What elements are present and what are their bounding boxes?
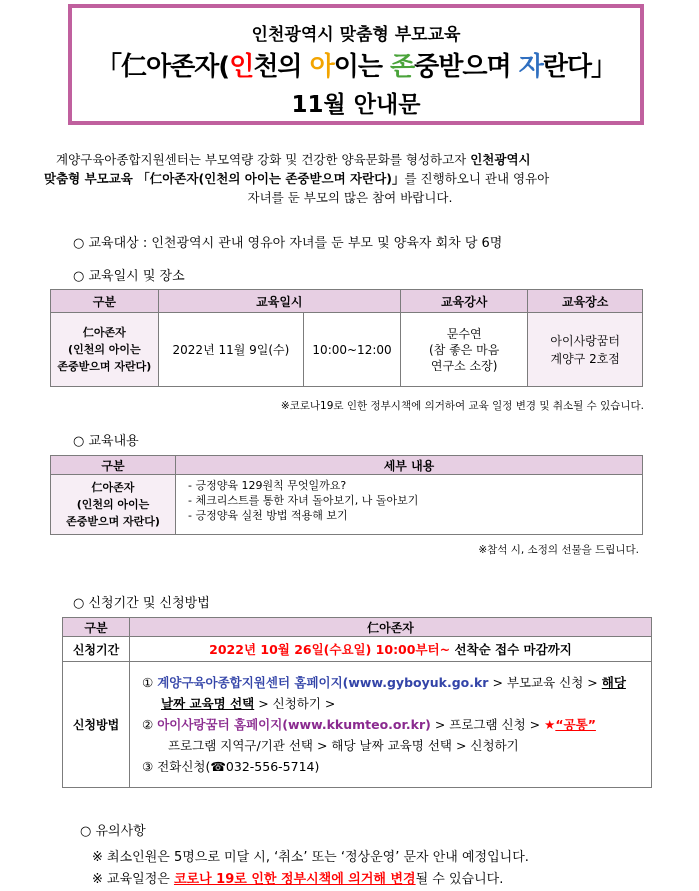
method-text: > 프로그램 신청 > — [430, 717, 545, 732]
col-header: 구분 — [63, 618, 130, 637]
col-header: 교육일시 — [158, 290, 400, 313]
col-header: 구분 — [51, 456, 176, 475]
content-heading: ○ 교육내용 — [73, 434, 139, 449]
col-header: 구분 — [51, 290, 159, 313]
col-header: 교육장소 — [528, 290, 643, 313]
method-cell — [130, 662, 652, 788]
intro-bold: 인천광역시 — [470, 152, 531, 167]
star-icon: ★ — [544, 717, 556, 732]
content-item: - 긍정양육 129원칙 무엇일까요? — [188, 479, 347, 492]
category-desc: (인천의 아이는 — [68, 343, 141, 356]
method-num: ② — [142, 717, 158, 732]
intro-bold: 맞춤형 부모교육 「仁아존자(인천의 아이는 존중받으며 자란다)」 — [44, 171, 405, 186]
schedule-table — [50, 289, 643, 387]
place-cell — [528, 313, 643, 387]
period-date: 2022년 10월 26일(수요일) 10:00부터~ — [209, 642, 451, 657]
content-detail-cell — [176, 475, 643, 535]
category-desc: 존중받으며 자란다) — [57, 360, 152, 373]
category-name: 仁아존자 — [82, 326, 126, 339]
method-num: ① — [142, 675, 158, 690]
apply-heading: ○ 신청기간 및 신청방법 — [73, 596, 210, 611]
col-header: 세부 내용 — [176, 456, 643, 475]
notice-highlight: 코로나 19로 인한 정부시책에 의거해 변경 — [173, 872, 416, 887]
intro-text: 를 진행하오니 관내 영유아 — [404, 171, 550, 186]
place-branch: 계양구 2호점 — [550, 351, 620, 366]
col-header: 교육강사 — [400, 290, 527, 313]
method-2-cont: 프로그램 지역구/기관 선택 > 해당 날짜 교육명 선택 > 신청하기 — [168, 738, 519, 753]
intro-line1 — [44, 150, 656, 169]
title-highlight-ja: 자 — [518, 52, 543, 82]
content-note: ※참석 시, 소정의 선물을 드립니다. — [478, 544, 639, 556]
title-part: 천의 — [253, 52, 310, 82]
method-1-cont — [142, 693, 651, 714]
method-1 — [142, 672, 651, 693]
content-item: - 체크리스트를 통한 자녀 돌아보기, 나 돌아보기 — [188, 494, 419, 507]
method-site-link[interactable]: 계양구육아종합지원센터 홈페이지(www.gyboyuk.go.kr — [157, 675, 489, 690]
apply-table — [62, 617, 652, 788]
date-cell: 2022년 11월 9일(수) — [158, 313, 303, 387]
title-line1: 인천광역시 맞춤형 부모교육 — [251, 25, 461, 45]
intro-paragraph — [44, 150, 656, 207]
category-desc: (인천의 아이는 — [76, 498, 150, 511]
title-box — [68, 4, 644, 125]
notice-text: ※ 교육일정은 — [92, 872, 174, 887]
method-3: ③ 전화신청(☎032-556-5714) — [142, 759, 320, 774]
instructor-name: 문수연 — [446, 326, 482, 341]
place-name: 아이사랑꿈터 — [550, 333, 620, 348]
title-part: 이는 — [333, 52, 391, 82]
notice-heading: ○ 유의사항 — [80, 824, 146, 839]
period-suffix: 선착순 접수 마감까지 — [450, 642, 572, 657]
method-text: > 신청하기 > — [254, 696, 336, 711]
method-bold: 날짜 교육명 선택 — [161, 696, 255, 711]
method-text: > 부모교육 신청 > — [488, 675, 602, 690]
instructor-cell — [400, 313, 527, 387]
intro-line3: 자녀를 둔 부모의 많은 참여 바랍니다. — [247, 190, 453, 205]
intro-text: 계양구육아종합지원센터는 부모역량 강화 및 건강한 양육문화를 형성하고자 — [56, 152, 471, 167]
intro-line2 — [44, 169, 656, 188]
col-header: 仁아존자 — [130, 618, 652, 637]
instructor-title: (참 좋은 마음 — [429, 342, 500, 357]
notice-item-2 — [92, 868, 503, 887]
title-highlight-jon: 존 — [390, 52, 415, 82]
notice-text: 될 수 있습니다. — [415, 872, 504, 887]
title-highlight-a: 아 — [309, 52, 334, 82]
method-bold: 해당 — [601, 675, 626, 690]
target-line: ○ 교육대상 : 인천광역시 관내 영유아 자녀를 둔 부모 및 양육자 회차 당 6명 — [73, 236, 503, 251]
category-cell — [51, 313, 159, 387]
method-label: 신청방법 — [63, 662, 130, 788]
method-site-link[interactable]: 아이사랑꿈터 홈페이지(www.kkumteo.or.kr) — [157, 717, 431, 732]
title-highlight-in: 인 — [229, 52, 254, 82]
method-2 — [142, 714, 651, 735]
title-line3: 11월 안내문 — [291, 92, 421, 118]
instructor-title: 연구소 소장) — [430, 358, 498, 373]
content-category-cell — [51, 475, 176, 535]
schedule-note: ※코로나19로 인한 정부시책에 의거하여 교육 일정 변경 및 취소될 수 있습니다. — [280, 400, 644, 412]
schedule-heading: ○ 교육일시 및 장소 — [73, 269, 185, 284]
title-part: 란다」 — [542, 52, 617, 82]
title-part: 「仁아존자( — [95, 52, 230, 82]
category-desc: 존중받으며 자란다) — [66, 515, 160, 528]
method-common: “공통” — [555, 717, 596, 732]
period-label: 신청기간 — [63, 637, 130, 662]
period-value-cell — [130, 637, 652, 662]
content-item: - 긍정양육 실천 방법 적용해 보기 — [188, 509, 348, 522]
time-cell: 10:00~12:00 — [304, 313, 401, 387]
title-part: 중받으며 — [414, 52, 519, 82]
title-line2 — [72, 46, 640, 83]
content-table — [50, 455, 643, 535]
category-name: 仁아존자 — [91, 481, 135, 494]
notice-item-1: ※ 최소인원은 5명으로 미달 시, ‘취소’ 또는 ‘정상운영’ 문자 안내 예정입니다. — [92, 850, 529, 865]
